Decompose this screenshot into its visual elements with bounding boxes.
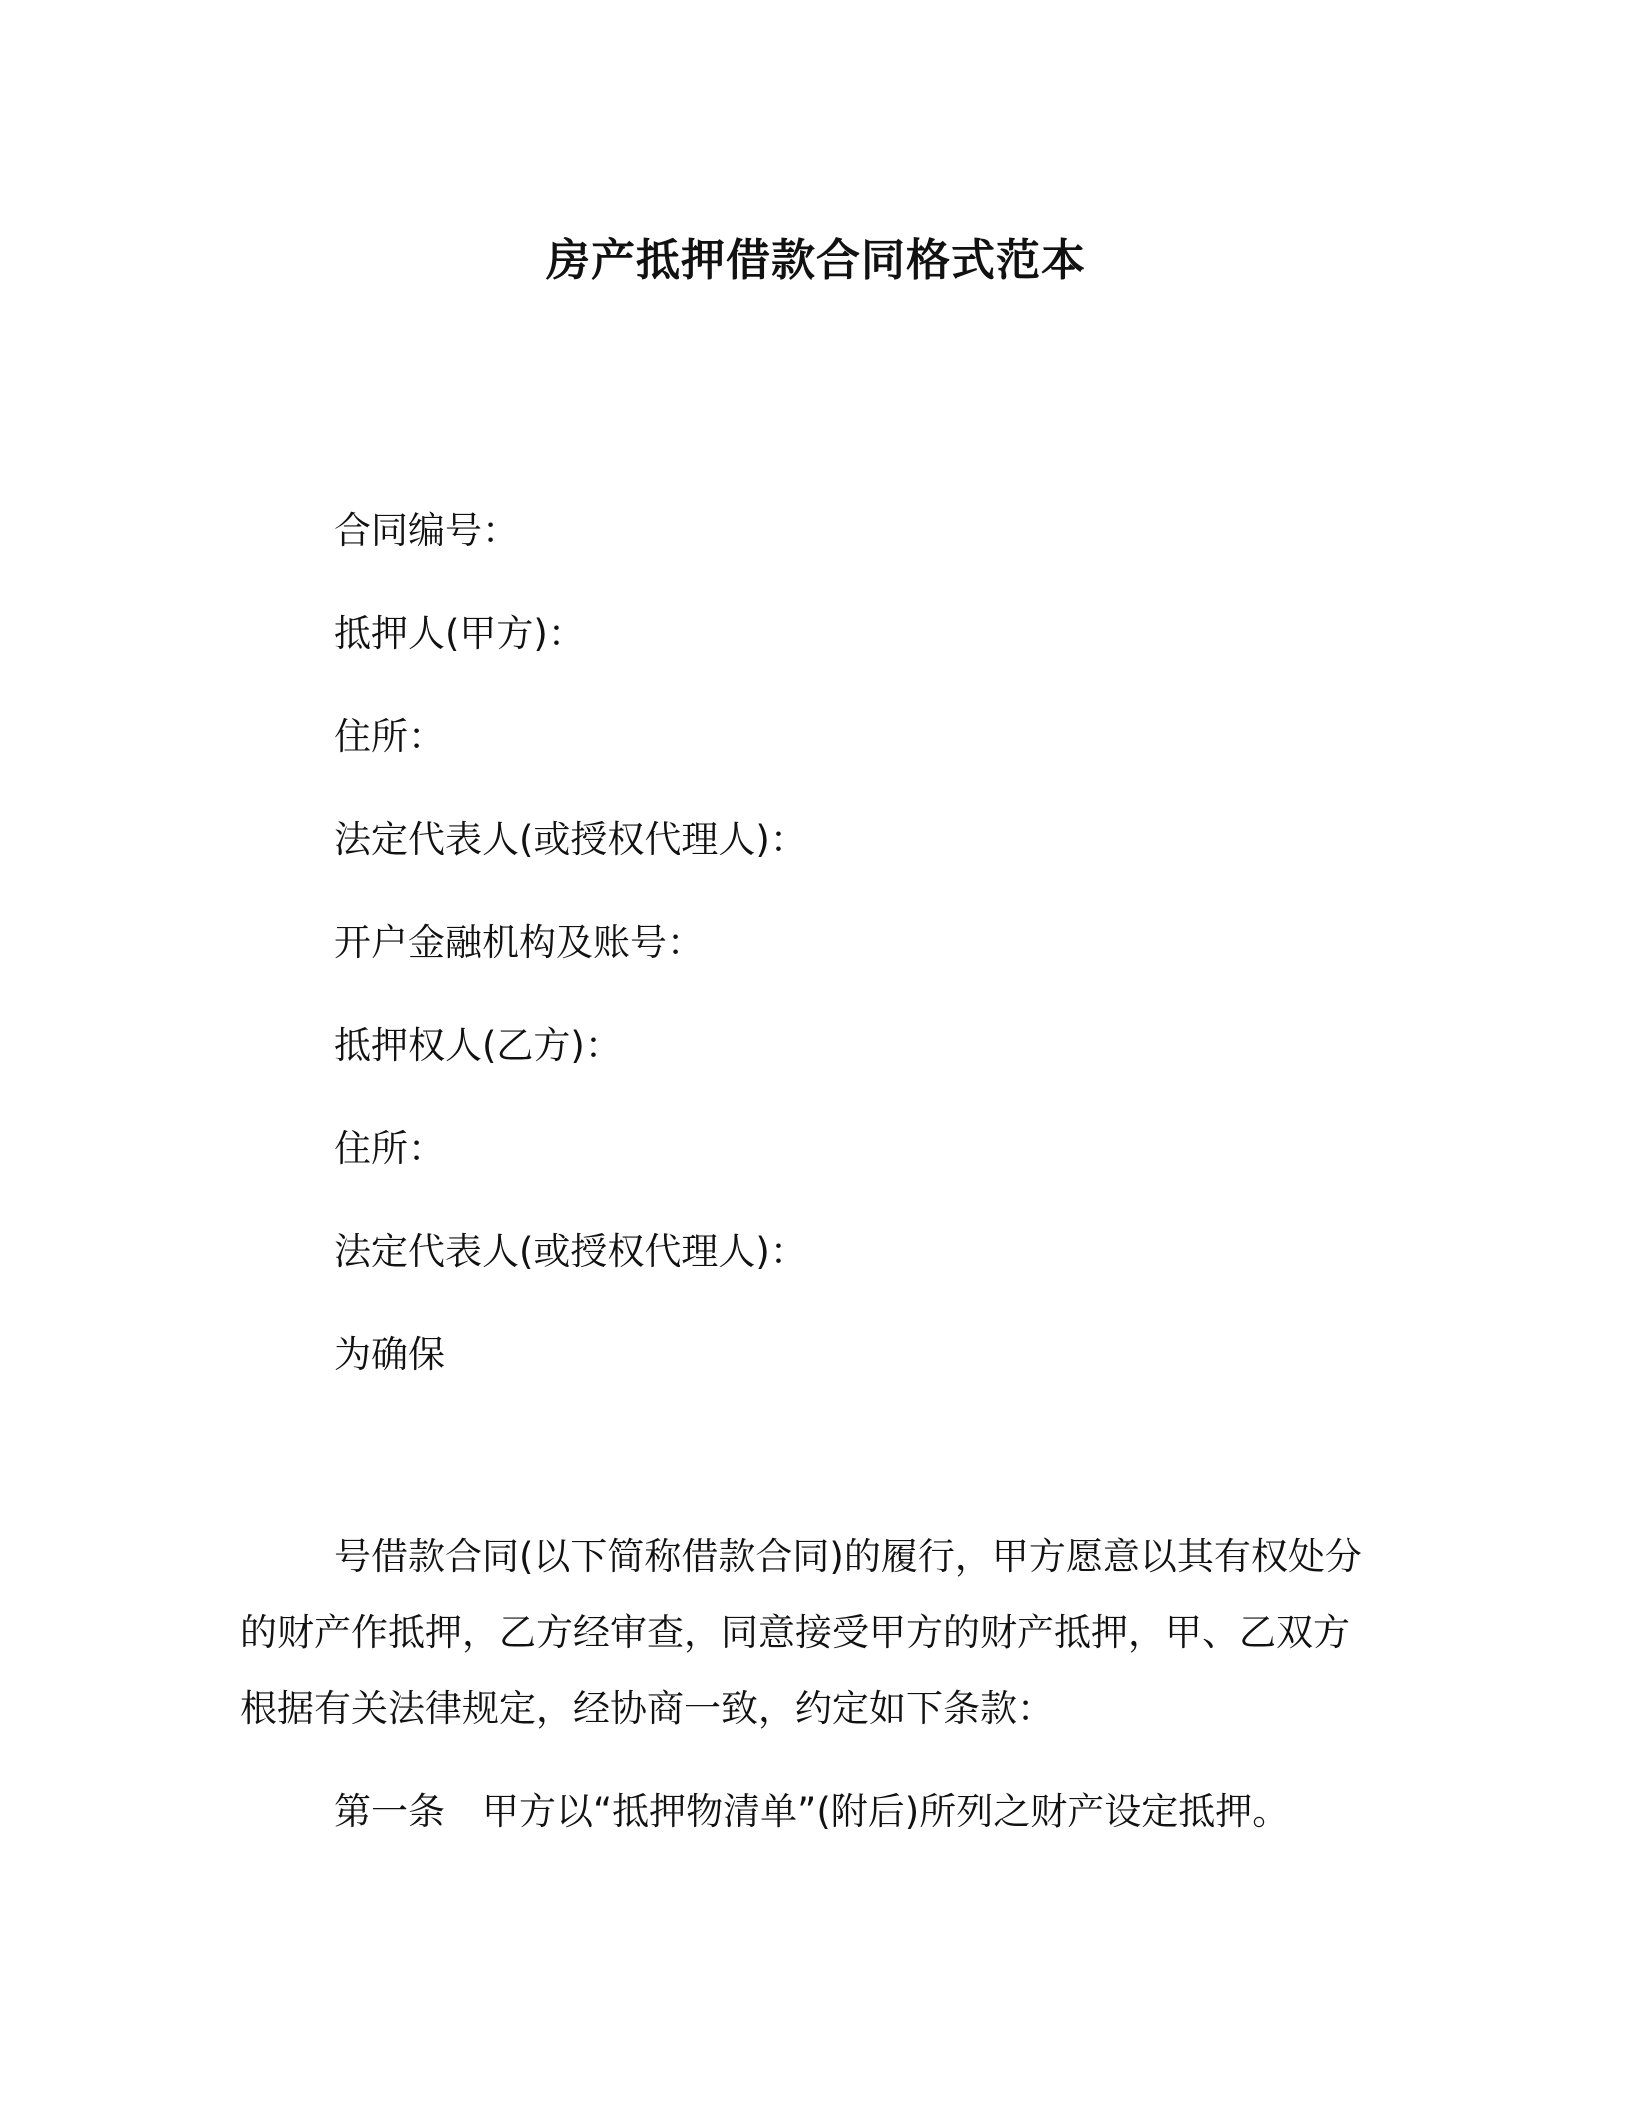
field-mortgagor-address: 住所：	[334, 715, 445, 758]
field-mortgagee: 抵押权人(乙方)：	[334, 1024, 622, 1067]
field-mortgagor-representative: 法定代表人(或授权代理人)：	[334, 818, 807, 861]
field-mortgagee-address: 住所：	[334, 1127, 445, 1170]
field-mortgagee-representative: 法定代表人(或授权代理人)：	[334, 1230, 807, 1273]
field-to-ensure: 为确保	[334, 1333, 445, 1376]
field-mortgagor: 抵押人(甲方)：	[334, 612, 585, 655]
article-1: 第一条 甲方以“抵押物清单”(附后)所列之财产设定抵押。	[334, 1790, 1290, 1833]
body-line-2: 的财产作抵押，乙方经审查，同意接受甲方的财产抵押，甲、乙双方	[240, 1611, 1350, 1654]
field-contract-number: 合同编号：	[334, 509, 519, 552]
document-title: 房产抵押借款合同格式范本	[546, 235, 1086, 286]
body-line-1: 号借款合同(以下简称借款合同)的履行，甲方愿意以其有权处分	[334, 1535, 1362, 1578]
body-line-3: 根据有关法律规定，经协商一致，约定如下条款：	[240, 1687, 1054, 1730]
field-bank-account: 开户金融机构及账号：	[334, 921, 704, 964]
